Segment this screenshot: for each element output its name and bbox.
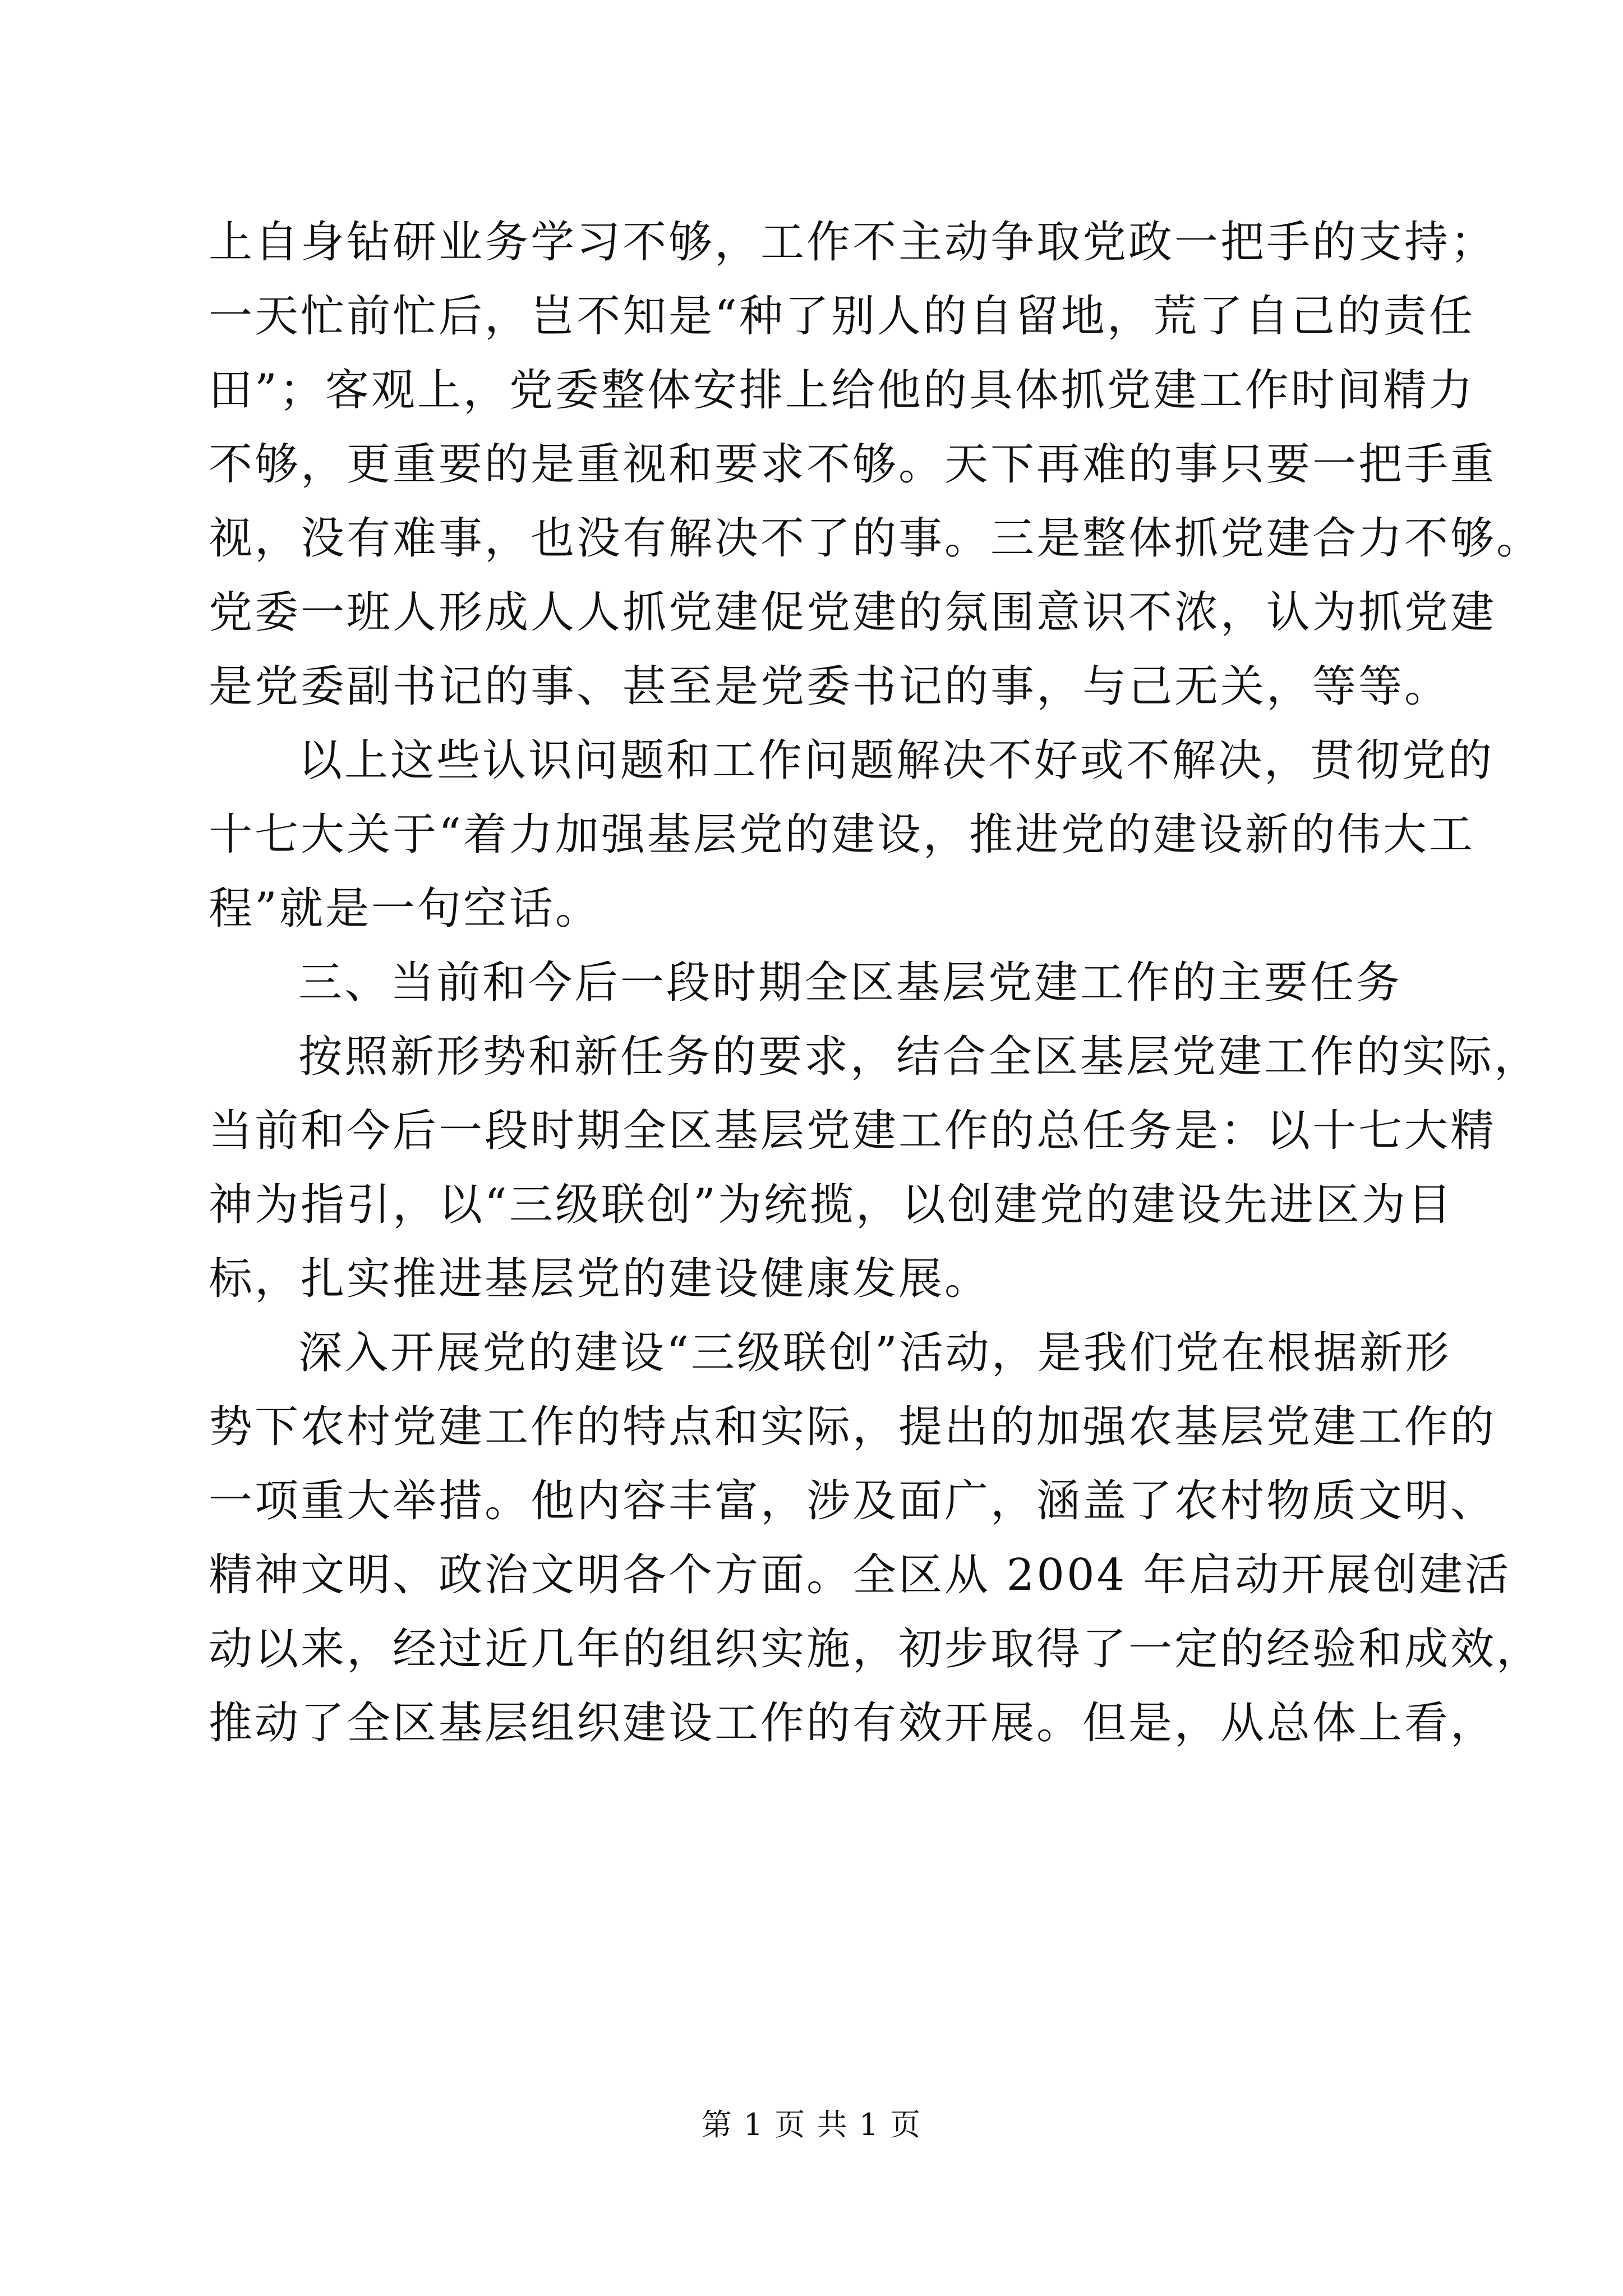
- text-line: 按照新形势和新任务的要求，结合全区基层党建工作的实际，: [298, 1032, 1541, 1082]
- text-line: 十七大关于“着力加强基层党的建设，推进党的建设新的伟大工: [209, 809, 1475, 860]
- text-line: 深入开展党的建设“三级联创”活动，是我们党在根据新形: [298, 1328, 1451, 1378]
- page-number-footer: 第 1 页 共 1 页: [701, 2107, 922, 2142]
- text-line: 当前和今后一段时期全区基层党建工作的总任务是：以十七大精: [209, 1106, 1497, 1156]
- text-line: 一项重大举措。他内容丰富，涉及面广，涵盖了农村物质文明、: [209, 1476, 1497, 1526]
- text-line: 动以来，经过近几年的组织实施，初步取得了一定的经验和成效，: [209, 1624, 1543, 1674]
- text-line: 一天忙前忙后，岂不知是“种了别人的自留地，荒了自己的责任: [209, 291, 1475, 342]
- text-line: 党委一班人形成人人抓党建促党建的氛围意识不浓，认为抓党建: [209, 587, 1497, 638]
- text-line: 田”；客观上，党委整体安排上给他的具体抓党建工作时间精力: [209, 365, 1475, 416]
- text-line: 上自身钻研业务学习不够，工作不主动争取党政一把手的支持；: [209, 217, 1497, 268]
- text-line: 视，没有难事，也没有解决不了的事。三是整体抓党建合力不够。: [209, 513, 1543, 564]
- text-line: 程”就是一句空话。: [209, 884, 601, 934]
- text-line: 以上这些认识问题和工作问题解决不好或不解决，贯彻党的: [298, 735, 1495, 786]
- document-body: [209, 205, 1543, 1760]
- text-line: 是党委副书记的事、甚至是党委书记的事，与己无关，等等。: [209, 661, 1451, 712]
- text-line: 势下农村党建工作的特点和实际，提出的加强农基层党建工作的: [209, 1402, 1497, 1452]
- text-line: 标，扎实推进基层党的建设健康发展。: [209, 1254, 991, 1304]
- text-line: 神为指引，以“三级联创”为统揽，以创建党的建设先进区为目: [209, 1180, 1454, 1230]
- text-line: 推动了全区基层组织建设工作的有效开展。但是，从总体上看，: [209, 1698, 1497, 1749]
- section-heading: 三、当前和今后一段时期全区基层党建工作的主要任务: [298, 958, 1403, 1008]
- text-line: 不够，更重要的是重视和要求不够。天下再难的事只要一把手重: [209, 439, 1497, 490]
- text-line: 精神文明、政治文明各个方面。全区从 2004 年启动开展创建活: [209, 1550, 1511, 1600]
